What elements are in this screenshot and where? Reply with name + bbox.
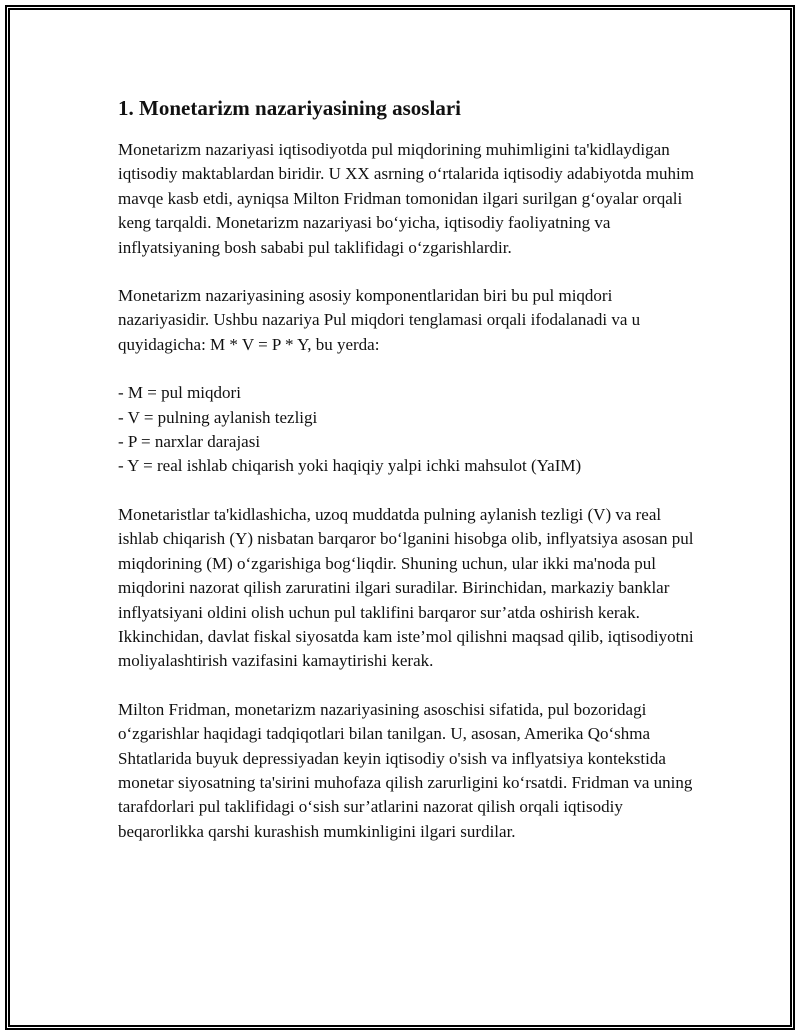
paragraph-equation: Monetarizm nazariyasining asosiy komponentlaridan biri bu pul miqdori nazariyasidir. Ushbu nazariya Pul miqdori tenglamasi orqali ifodalanadi va u quyidagicha: M * V = P * Y, bu yerda:	[118, 286, 641, 354]
list-item: - P = narxlar darajasi	[118, 432, 261, 452]
equation-variables-list	[118, 381, 698, 479]
list-item: - M = pul miqdori	[118, 383, 241, 403]
list-item: - Y = real ishlab chiqarish yoki haqiqiy yalpi ichki mahsulot (YaIM)	[118, 456, 582, 476]
paragraph-intro: Monetarizm nazariyasi iqtisodiyotda pul miqdorining muhimligini ta'kidlaydigan iqtisodiy maktablardan biridir. U XX asrning o‘rtalarida iqtisodiy adabiyotda muhim mavqe kasb etdi, ayniqsa Milton Fridman tomonidan ilgari surilgan g‘oyalar orqali keng tarqaldi. Monetarizm nazariyasi bo‘yicha, iqtisodiy faoliyatning va inflyatsiyaning bosh sababi pul taklifidagi o‘zgarishlardir.	[118, 140, 694, 257]
section-title: 1. Monetarizm nazariyasining asoslari	[118, 96, 461, 120]
document-body	[118, 96, 698, 868]
paragraph-monetarists: Monetaristlar ta'kidlashicha, uzoq muddatda pulning aylanish tezligi (V) va real ishlab chiqarish (Y) nisbatan barqaror bo‘lganini hisobga olib, inflyatsiya asosan pul miqdorining (M) o‘zgarishiga bog‘liqdir. Shuning uchun, ular ikki ma'noda pul miqdorini nazorat qilish zaruratini ilgari suradilar. Birinchidan, markaziy banklar inflyatsiyani oldini olish uchun pul taklifini barqaror sur’atda oshirish kerak. Ikkinchidan, davlat fiskal siyosatda kam iste’mol qilishni maqsad qilib, iqtisodiyotni moliyalashtirish vazifasini kamaytirishi kerak.	[118, 504, 694, 671]
list-item: - V = pulning aylanish tezligi	[118, 407, 318, 427]
paragraph-fridman: Milton Fridman, monetarizm nazariyasining asoschisi sifatida, pul bozoridagi o‘zgarishlar haqidagi tadqiqotlari bilan tanilgan. U, asosan, Amerika Qo‘shma Shtatlarida buyuk depressiyadan keyin iqtisodiy o'sish va inflyatsiya kontekstida monetar siyosatning ta'sirini muhofaza qilish zarurligini ko‘rsatdi. Fridman va uning tarafdorlari pul taklifidagi o‘sish sur’atlarini nazorat qilish orqali iqtisodiy beqarorlikka qarshi kurashish mumkinligini ilgari surdilar.	[118, 699, 693, 841]
